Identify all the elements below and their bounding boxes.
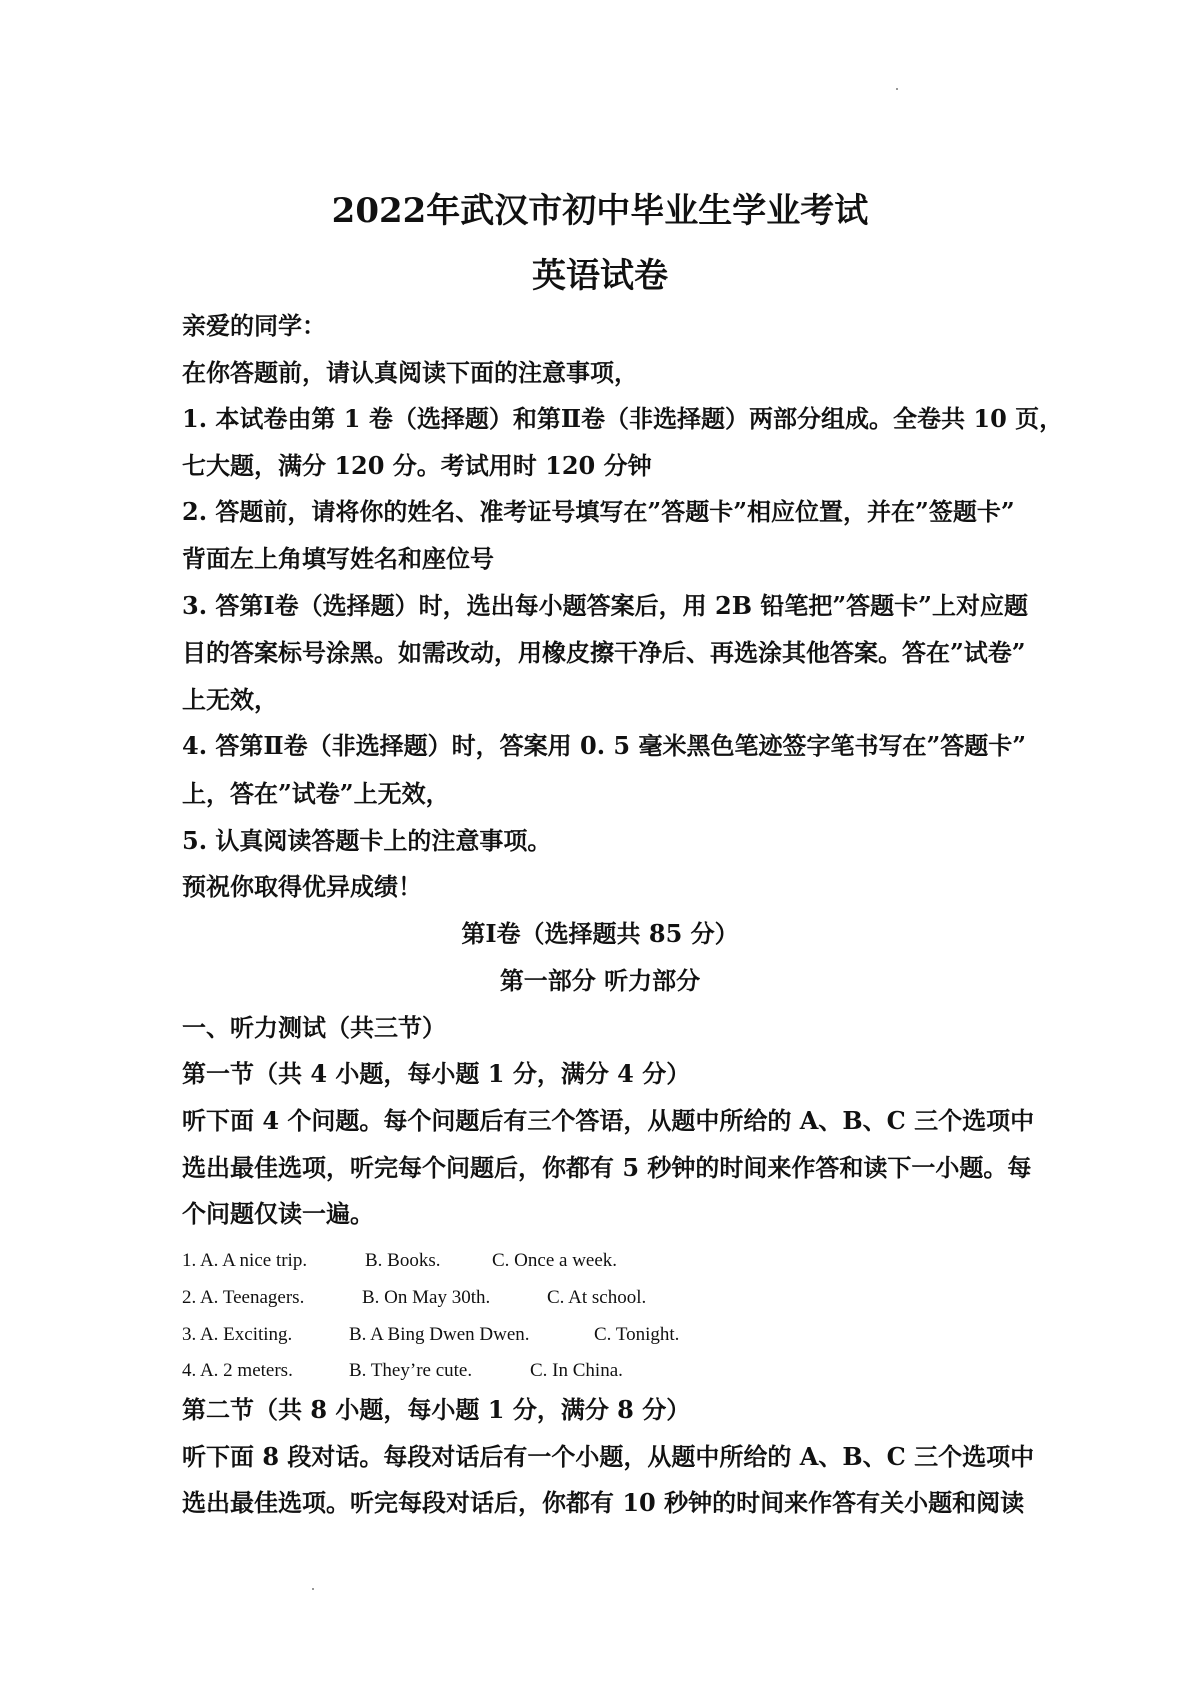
question-3-option-b: B. A Bing Dwen Dwen. [349,1324,530,1345]
question-3 [182,1322,679,1348]
notice-item-3-line-1: 3. 答第Ⅰ卷（选择题）时，选出每小题答案后，用 2B 铅笔把”答题卡”上对应题 [182,591,1028,620]
question-3-option-c: C. Tonight. [594,1324,680,1345]
good-luck-wish: 预祝你取得优异成绩！ [182,872,422,901]
question-4 [182,1358,623,1384]
notice-intro: 在你答题前，请认真阅读下面的注意事项， [182,358,638,387]
greeting: 亲爱的同学： [182,311,326,340]
notice-item-4-line-2: 上，答在”试卷”上无效， [182,779,450,808]
question-2-option-c: C. At school. [547,1287,647,1308]
section-1-instruction-line-2: 选出最佳选项，听完每个问题后，你都有 5 秒钟的时间来作答和读下一小题。每 [182,1153,1032,1182]
notice-item-5: 5. 认真阅读答题卡上的注意事项。 [182,826,552,855]
section-1-instruction-line-3: 个问题仅读一遍。 [182,1199,374,1228]
question-2 [182,1285,646,1311]
exam-title: 2022年武汉市初中毕业生学业考试 [331,191,869,231]
notice-item-1-line-2: 七大题，满分 120 分。考试用时 120 分钟 [182,451,652,480]
scan-speck [312,1588,314,1590]
question-3-option-a: 3. A. Exciting. [182,1324,293,1345]
notice-item-2-line-2: 背面左上角填写姓名和座位号 [182,544,494,573]
notice-item-3-line-3: 上无效， [182,685,278,714]
question-1-option-a: 1. A. A nice trip. [182,1250,308,1271]
exam-subtitle: 英语试卷 [532,256,668,296]
section-1-title: 第一节（共 4 小题，每小题 1 分，满分 4 分） [182,1059,691,1088]
section-2-title: 第二节（共 8 小题，每小题 1 分，满分 8 分） [182,1395,691,1424]
question-1-option-b: B. Books. [365,1250,441,1271]
notice-item-4-line-1: 4. 答第Ⅱ卷（非选择题）时，答案用 0. 5 毫米黑色笔迹签字笔书写在”答题卡” [182,731,1027,760]
volume-title: 第Ⅰ卷（选择题共 85 分） [461,919,739,948]
section-2-instruction-line-2: 选出最佳选项。听完每段对话后，你都有 10 秒钟的时间来作答有关小题和阅读 [182,1488,1025,1517]
question-2-option-b: B. On May 30th. [362,1287,491,1308]
question-4-option-c: C. In China. [530,1360,623,1381]
notice-item-1-line-1: 1. 本试卷由第 1 卷（选择题）和第Ⅱ卷（非选择题）两部分组成。全卷共 10 页， [182,404,1064,433]
question-2-option-a: 2. A. Teenagers. [182,1287,305,1308]
section-2-instruction-line-1: 听下面 8 段对话。每段对话后有一个小题，从题中所给的 A、B、C 三个选项中 [182,1442,1035,1471]
question-1 [182,1248,617,1274]
scan-speck [896,88,898,90]
listening-heading: 一、听力测试（共三节） [182,1013,446,1042]
question-4-option-b: B. They’re cute. [349,1360,473,1381]
section-title: 第一部分 听力部分 [499,966,701,995]
section-1-instruction-line-1: 听下面 4 个问题。每个问题后有三个答语，从题中所给的 A、B、C 三个选项中 [182,1106,1035,1135]
notice-item-3-line-2: 目的答案标号涂黑。如需改动，用橡皮擦干净后、再选涂其他答案。答在”试卷” [182,638,1026,667]
question-4-option-a: 4. A. 2 meters. [182,1360,293,1381]
notice-item-2-line-1: 2. 答题前，请将你的姓名、准考证号填写在”答题卡”相应位置，并在”签题卡” [182,497,1015,526]
question-1-option-c: C. Once a week. [492,1250,618,1271]
